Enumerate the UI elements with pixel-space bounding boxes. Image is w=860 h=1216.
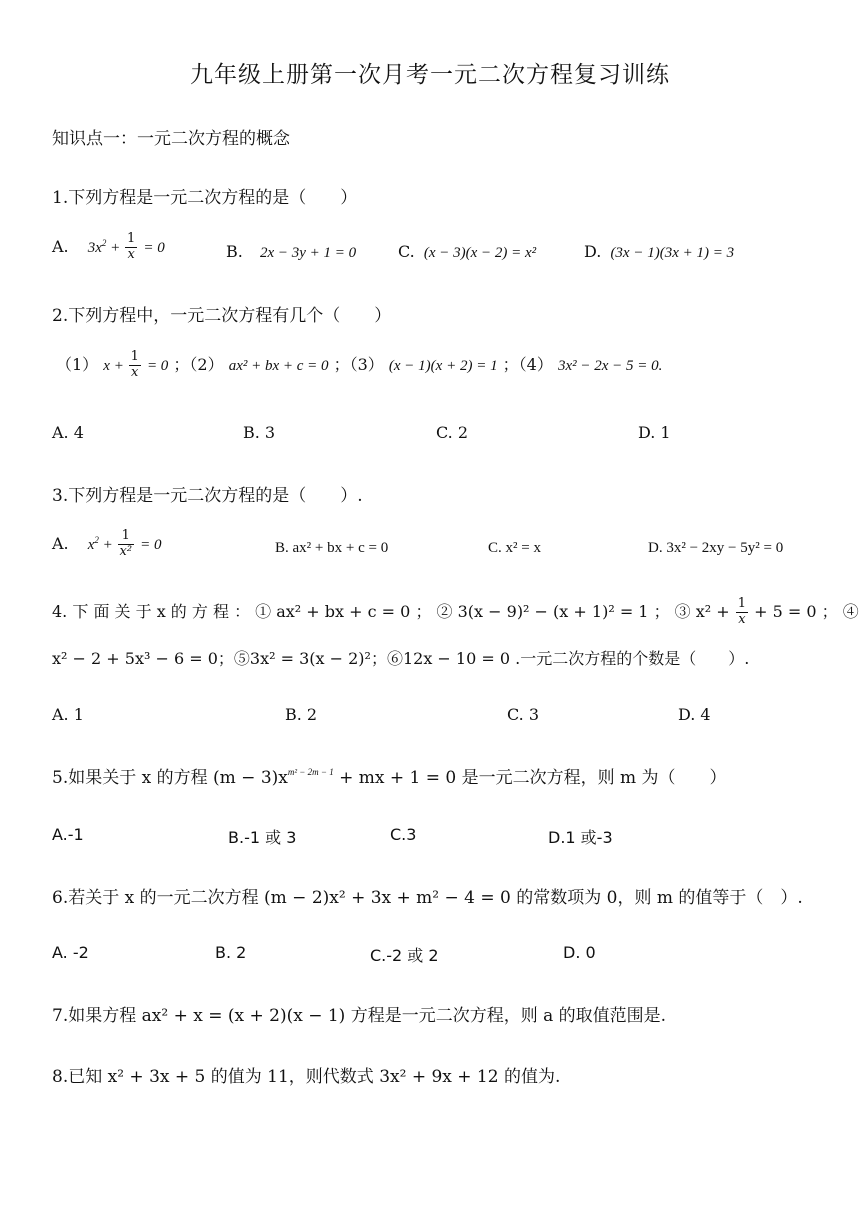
q2-option-a: A. 4 bbox=[52, 423, 84, 442]
q8-stem: 8.已知 x² + 3x + 5 的值为 11，则代数式 3x² + 9x + 12 的值为. bbox=[52, 1067, 561, 1087]
q1-option-a: A. $3x^2$ + $\frac{1}{x}$ = 0 bbox=[52, 231, 165, 262]
q2-item1-fraction: $\frac{1}{x}$ bbox=[130, 349, 139, 380]
q6-option-b: B. 2 bbox=[215, 943, 247, 962]
q6-option-a: A. -2 bbox=[52, 943, 89, 962]
q3-option-d: D. 3x² − 2xy − 5y² = 0 bbox=[648, 540, 784, 556]
q4-option-b: B. 2 bbox=[285, 705, 318, 724]
q4-option-c: C. 3 bbox=[507, 705, 540, 724]
q3-option-a: A. $x^2$ + $\frac{1}{\text{x²}}$ = 0 bbox=[52, 528, 162, 559]
q3-a-fraction: $\frac{1}{\text{x²}}$ bbox=[119, 528, 133, 559]
q2-option-d: D. 1 bbox=[638, 423, 671, 442]
q3-option-c: C. x² = x bbox=[488, 540, 541, 556]
q6-stem: 6.若关于 x 的一元二次方程 (m − 2)x² + 3x + m² − 4 = 0 的常数项为 0，则 m 的值等于（ ）. bbox=[52, 888, 803, 908]
q6-option-d: D. 0 bbox=[563, 943, 596, 962]
q4-option-d: D. 4 bbox=[678, 705, 711, 724]
q1-option-c: C. (x − 3)(x − 2) = x² bbox=[398, 242, 537, 261]
q1-option-b: B. 2x − 3y + 1 = 0 bbox=[226, 242, 357, 261]
section-heading: 知识点一：一元二次方程的概念 bbox=[52, 129, 290, 149]
q4-stem-line1: 4. 下 面 关 于 x 的 方 程 ： ① ax² + bx + c = 0 ； ② 3(x − 9)² − (x + 1)² = 1 ； ③ x² + $\frac{1}{x}$ + 5 = 0 ； ④ bbox=[52, 596, 859, 627]
q1-stem: 1.下列方程是一元二次方程的是（ ） bbox=[52, 188, 358, 208]
q2-stem: 2.下列方程中，一元二次方程有几个（ ） bbox=[52, 306, 392, 326]
q7-stem: 7.如果方程 ax² + x = (x + 2)(x − 1) 方程是一元二次方程，则 a 的取值范围是. bbox=[52, 1006, 667, 1026]
q5-option-c: C.3 bbox=[390, 825, 417, 844]
q6-option-c: C.-2 或 2 bbox=[370, 946, 439, 965]
q2-option-b: B. 3 bbox=[243, 423, 276, 442]
q3-option-b: B. ax² + bx + c = 0 bbox=[275, 540, 389, 556]
q5-option-d: D.1 或-3 bbox=[548, 828, 613, 847]
page-title: 九年级上册第一次月考一元二次方程复习训练 bbox=[190, 62, 670, 88]
q2-items: （1） x + $\frac{1}{x}$ = 0 ；（2） ax² + bx + c = 0 ；（3） (x − 1)(x + 2) = 1 ；（4） 3x² − 2x − 5 = 0. bbox=[56, 349, 663, 380]
q5-option-b: B.-1 或 3 bbox=[228, 828, 297, 847]
q4-stem-line2: x² − 2 + 5x³ − 6 = 0；⑤3x² = 3(x − 2)²；⑥12x − 10 = 0 .一元二次方程的个数是（ ）. bbox=[52, 649, 750, 668]
q4-fraction: $\frac{1}{x}$ bbox=[737, 596, 747, 627]
q3-stem: 3.下列方程是一元二次方程的是（ ）. bbox=[52, 486, 363, 506]
q5-option-a: A.-1 bbox=[52, 825, 84, 844]
q1-option-d: D. (3x − 1)(3x + 1) = 3 bbox=[584, 242, 735, 261]
q2-option-c: C. 2 bbox=[436, 423, 469, 442]
q4-option-a: A. 1 bbox=[52, 705, 84, 724]
q5-stem: 5.如果关于 x 的方程 $(m - 3)x^{m^2 - 2m - 1}$ + mx + 1 = 0 是一元二次方程，则 m 为（ ） bbox=[52, 767, 727, 788]
q1-a-fraction: $\frac{1}{x}$ bbox=[127, 231, 136, 262]
